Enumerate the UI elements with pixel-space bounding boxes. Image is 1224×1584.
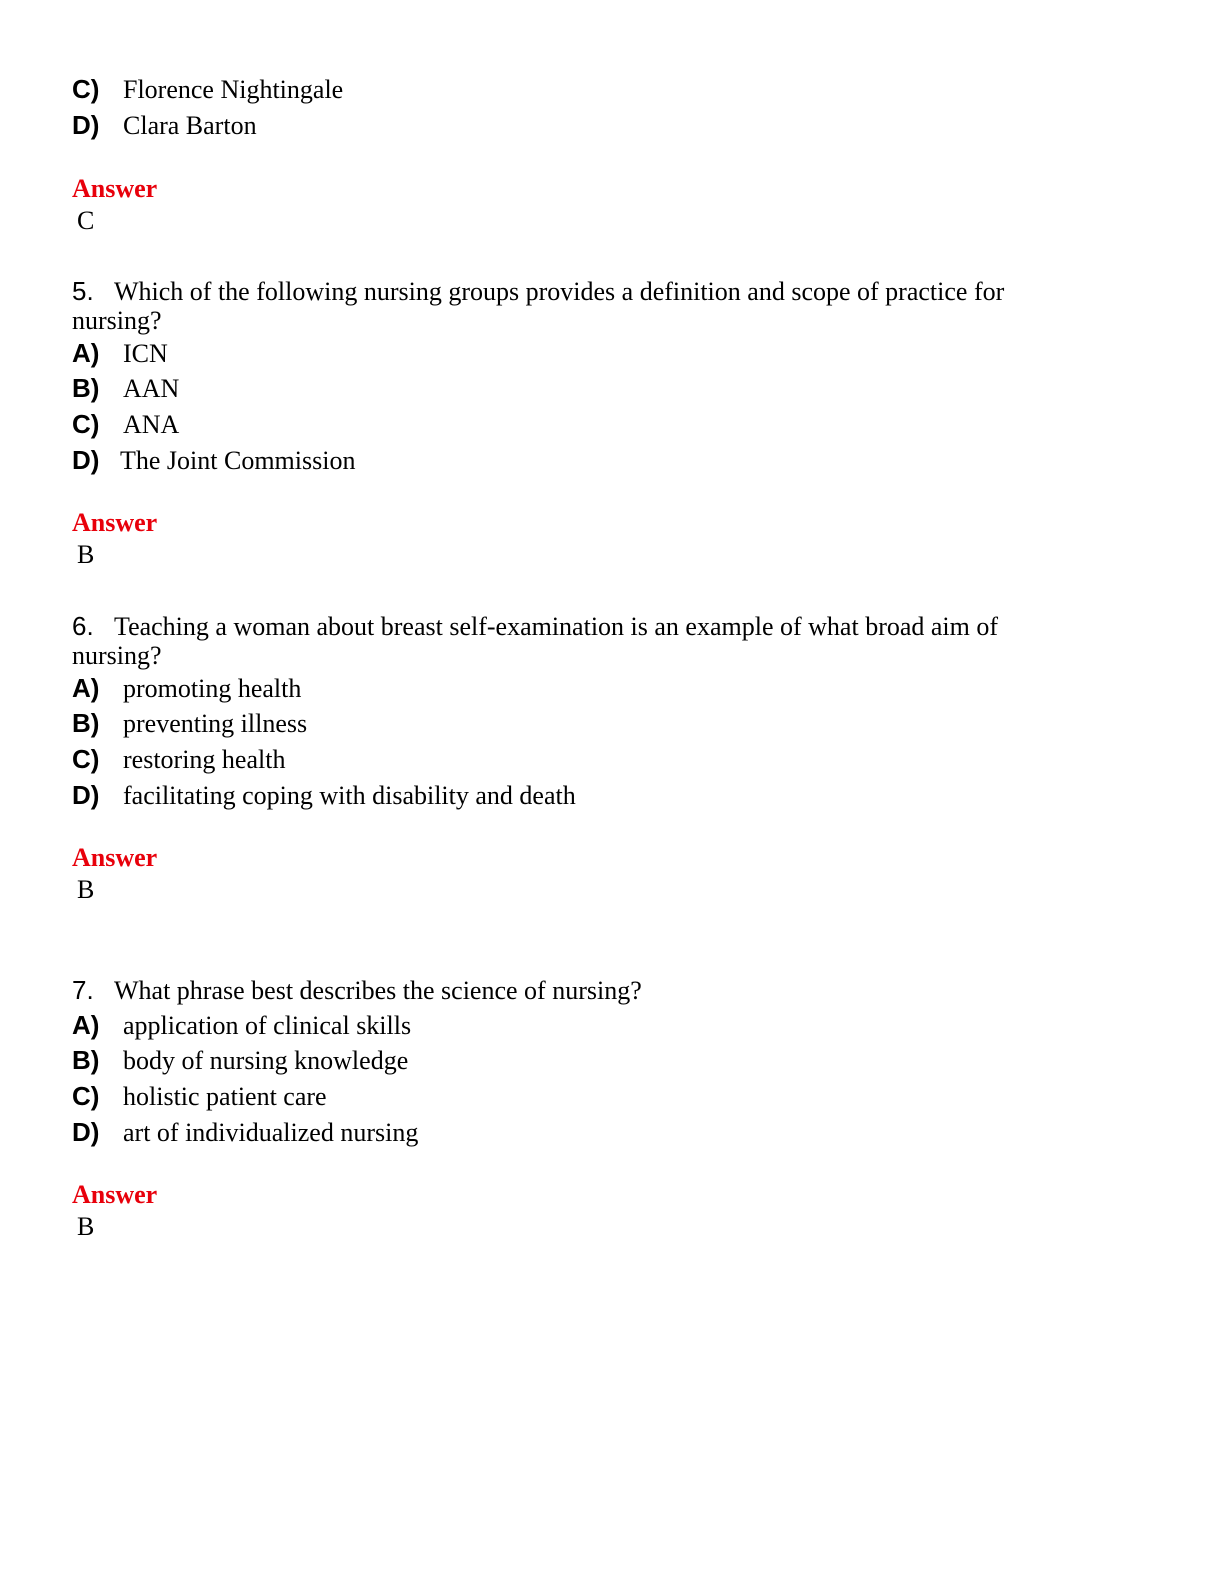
question-number: 7. — [72, 975, 94, 1005]
option-text: The Joint Commission — [120, 446, 356, 475]
option-letter: D) — [72, 1117, 100, 1147]
option-b — [72, 1045, 408, 1076]
option-letter: B) — [72, 1045, 100, 1075]
option-d — [72, 780, 576, 811]
option-letter: C) — [72, 74, 100, 104]
option-letter: B) — [72, 373, 100, 403]
option-text: promoting health — [123, 674, 302, 703]
option-d — [72, 1117, 418, 1148]
option-text: ANA — [123, 410, 180, 439]
option-text: restoring health — [123, 745, 286, 774]
question-text: Which of the following nursing groups provides a definition and scope of practice for — [114, 277, 1005, 306]
answer-value: C — [77, 206, 95, 235]
option-text: facilitating coping with disability and death — [123, 781, 576, 810]
option-letter: C) — [72, 1081, 100, 1111]
question-5 — [72, 276, 1004, 307]
option-d — [72, 445, 355, 476]
option-a — [72, 673, 301, 704]
option-letter: A) — [72, 1010, 100, 1040]
option-text: application of clinical skills — [123, 1011, 412, 1040]
option-c — [72, 74, 343, 105]
option-a — [72, 1010, 411, 1041]
option-letter: D) — [72, 110, 100, 140]
answer-value: B — [77, 875, 95, 904]
option-b — [72, 708, 307, 739]
option-b — [72, 373, 179, 404]
option-a — [72, 338, 168, 369]
answer-value: B — [77, 540, 95, 569]
answer-value: B — [77, 1212, 95, 1241]
option-text: AAN — [123, 374, 180, 403]
option-letter: A) — [72, 338, 100, 368]
option-c — [72, 1081, 327, 1112]
question-7 — [72, 975, 642, 1006]
option-c — [72, 744, 285, 775]
answer-label: Answer — [72, 843, 158, 872]
question-number: 5. — [72, 276, 94, 306]
option-text: ICN — [123, 339, 168, 368]
answer-label: Answer — [72, 174, 158, 203]
option-text: Florence Nightingale — [123, 75, 344, 104]
option-letter: D) — [72, 780, 100, 810]
answer-label: Answer — [72, 1180, 158, 1209]
option-letter: C) — [72, 744, 100, 774]
question-number: 6. — [72, 611, 94, 641]
option-c — [72, 409, 179, 440]
question-text: What phrase best describes the science of nursing? — [114, 976, 642, 1005]
option-text: holistic patient care — [123, 1082, 327, 1111]
option-letter: A) — [72, 673, 100, 703]
question-text-continued: nursing? — [72, 306, 162, 335]
question-6 — [72, 611, 998, 642]
answer-label: Answer — [72, 508, 158, 537]
option-letter: D) — [72, 445, 100, 475]
option-text: art of individualized nursing — [123, 1118, 419, 1147]
option-text: preventing illness — [123, 709, 308, 738]
option-text: Clara Barton — [123, 111, 257, 140]
option-text: body of nursing knowledge — [123, 1046, 409, 1075]
option-d — [72, 110, 257, 141]
option-letter: B) — [72, 708, 100, 738]
option-letter: C) — [72, 409, 100, 439]
question-text-continued: nursing? — [72, 641, 162, 670]
question-text: Teaching a woman about breast self-examination is an example of what broad aim of — [114, 612, 999, 641]
